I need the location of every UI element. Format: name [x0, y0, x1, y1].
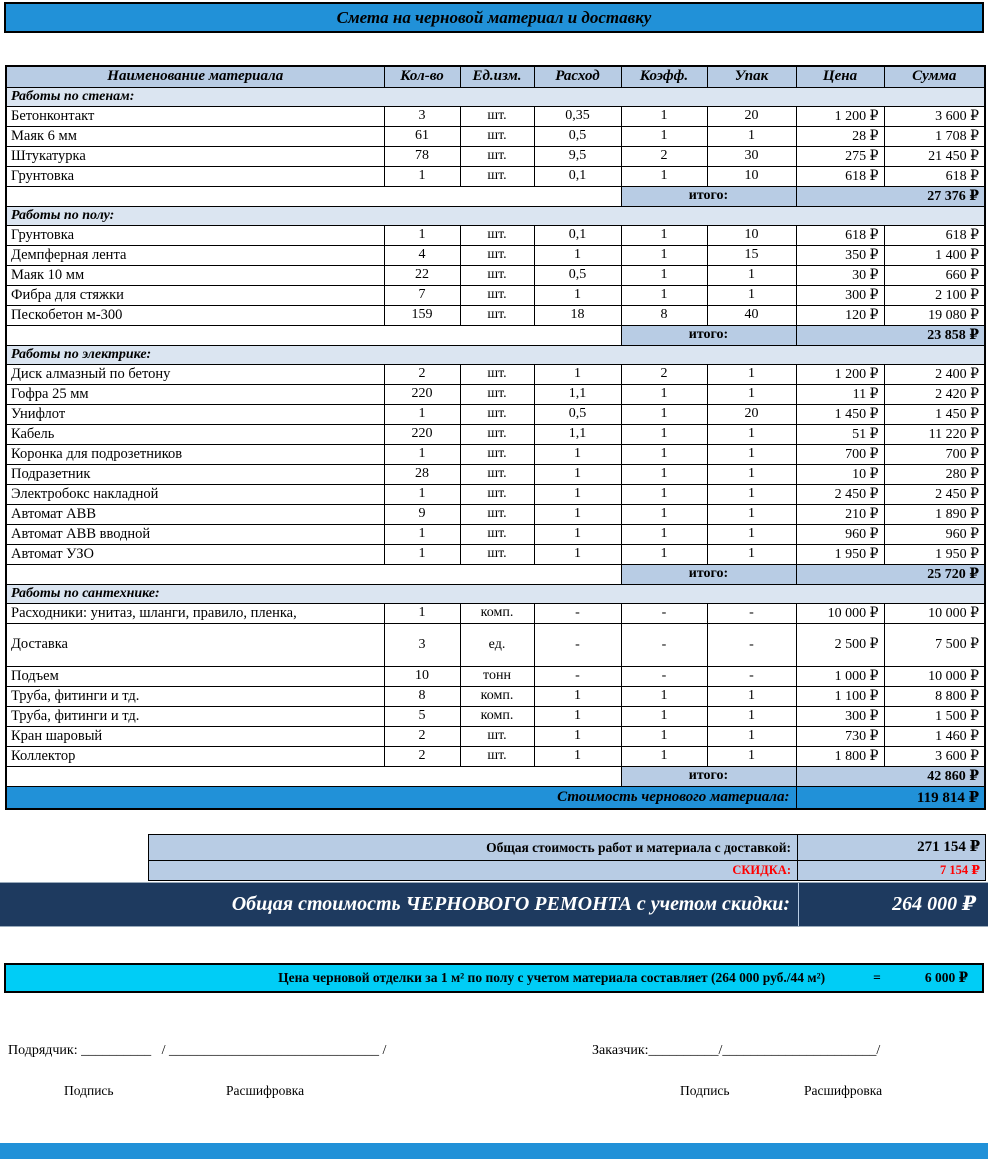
item-value-cell: 1 [384, 484, 460, 504]
table-row [6, 305, 985, 325]
item-value-cell: 51 ₽ [796, 424, 884, 444]
section-header-row [6, 206, 985, 225]
item-value-cell: 1 [621, 686, 707, 706]
item-value-cell: 1 [707, 686, 796, 706]
item-value-cell: 1 [621, 225, 707, 245]
item-name-cell: Демпферная лента [6, 245, 384, 265]
item-name-cell: Гофра 25 мм [6, 384, 384, 404]
item-value-cell: 1 [707, 484, 796, 504]
item-value-cell: 1 [534, 524, 621, 544]
item-value-cell: 1 [384, 166, 460, 186]
subtotal-label: итого: [621, 325, 796, 345]
item-value-cell: шт. [460, 504, 534, 524]
section-title-1: Работы по полу: [6, 206, 985, 225]
item-value-cell: 1 [534, 726, 621, 746]
item-value-cell: 22 [384, 265, 460, 285]
column-header-sum: Сумма [884, 66, 985, 87]
contractor-decode-caption: Расшифровка [226, 1083, 305, 1098]
item-value-cell: 1 [621, 544, 707, 564]
table-row [6, 166, 985, 186]
item-value-cell: шт. [460, 106, 534, 126]
document-title-bar [4, 2, 984, 33]
table-row [6, 706, 985, 726]
item-name-cell: Труба, фитинги и тд. [6, 686, 384, 706]
item-name-cell: Бетонконтакт [6, 106, 384, 126]
item-name-cell: Маяк 10 мм [6, 265, 384, 285]
item-value-cell: 618 ₽ [884, 225, 985, 245]
subtotal-row [6, 325, 985, 345]
column-header-consumption: Расход [534, 66, 621, 87]
item-value-cell: 8 [621, 305, 707, 325]
equals-sign: = [873, 970, 881, 985]
client-decode-caption: Расшифровка [804, 1083, 883, 1098]
item-value-cell: 1 [707, 424, 796, 444]
item-value-cell: шт. [460, 384, 534, 404]
item-value-cell: - [707, 603, 796, 623]
item-value-cell: 1 [707, 444, 796, 464]
item-value-cell: 1 [707, 464, 796, 484]
item-value-cell: 9,5 [534, 146, 621, 166]
item-value-cell: 1 400 ₽ [884, 245, 985, 265]
item-value-cell: 120 ₽ [796, 305, 884, 325]
item-value-cell: - [534, 623, 621, 666]
item-value-cell: 61 [384, 126, 460, 146]
subtotal-spacer [6, 325, 621, 345]
table-row [6, 265, 985, 285]
item-value-cell: - [621, 666, 707, 686]
item-value-cell: 960 ₽ [796, 524, 884, 544]
item-value-cell: 300 ₽ [796, 285, 884, 305]
item-value-cell: шт. [460, 364, 534, 384]
item-value-cell: 618 ₽ [884, 166, 985, 186]
client-signature-line: Заказчик:__________/______________________/ [592, 1043, 881, 1058]
bottom-blue-bar [0, 1143, 988, 1159]
item-value-cell: 1 [384, 544, 460, 564]
item-value-cell: шт. [460, 245, 534, 265]
subtotal-spacer [6, 766, 621, 786]
material-total-label: Стоимость чернового материала: [6, 786, 796, 809]
item-value-cell: - [707, 666, 796, 686]
table-row [6, 384, 985, 404]
column-header-name: Наименование материала [6, 66, 384, 87]
item-name-cell: Подъем [6, 666, 384, 686]
item-value-cell: 1 [384, 404, 460, 424]
item-value-cell: шт. [460, 166, 534, 186]
item-value-cell: 220 [384, 384, 460, 404]
subtotal-value: 42 860 ₽ [796, 766, 985, 786]
table-row [6, 544, 985, 564]
item-value-cell: 0,5 [534, 404, 621, 424]
section-header-row [6, 87, 985, 106]
item-value-cell: 1 [621, 726, 707, 746]
item-name-cell: Кран шаровый [6, 726, 384, 746]
item-value-cell: 3 600 ₽ [884, 746, 985, 766]
item-value-cell: 20 [707, 106, 796, 126]
table-row [6, 285, 985, 305]
column-header-coefficient: Коэфф. [621, 66, 707, 87]
item-value-cell: 220 [384, 424, 460, 444]
subtotal-spacer [6, 186, 621, 206]
item-value-cell: шт. [460, 126, 534, 146]
subtotal-value: 23 858 ₽ [796, 325, 985, 345]
item-value-cell: 1 [534, 364, 621, 384]
item-value-cell: 660 ₽ [884, 265, 985, 285]
item-value-cell: 30 ₽ [796, 265, 884, 285]
table-row [6, 603, 985, 623]
table-row [6, 464, 985, 484]
table-row [6, 504, 985, 524]
table-row [6, 364, 985, 384]
item-value-cell: шт. [460, 404, 534, 424]
table-row [6, 746, 985, 766]
item-name-cell: Доставка [6, 623, 384, 666]
section-header-row [6, 345, 985, 364]
item-value-cell: 10 000 ₽ [884, 603, 985, 623]
item-value-cell: 1 [621, 444, 707, 464]
item-name-cell: Автомат АВВ [6, 504, 384, 524]
price-per-m2-bar [4, 963, 984, 993]
item-value-cell: 0,1 [534, 225, 621, 245]
table-row [6, 245, 985, 265]
item-value-cell: шт. [460, 424, 534, 444]
grand-total-value: 264 000 ₽ [798, 883, 988, 926]
summary-total-value: 271 154 ₽ [797, 835, 985, 860]
item-value-cell: 1 [707, 364, 796, 384]
item-value-cell: 210 ₽ [796, 504, 884, 524]
table-row [6, 404, 985, 424]
item-value-cell: 1 [621, 265, 707, 285]
table-row [6, 524, 985, 544]
item-value-cell: 1 950 ₽ [796, 544, 884, 564]
item-value-cell: 1,1 [534, 384, 621, 404]
item-value-cell: 10 ₽ [796, 464, 884, 484]
item-value-cell: 2 500 ₽ [796, 623, 884, 666]
contractor-signature-line: Подрядчик: __________ / ______________________________ / [8, 1043, 387, 1058]
item-value-cell: 1 450 ₽ [796, 404, 884, 424]
item-value-cell: 2 [621, 364, 707, 384]
item-value-cell: 11 220 ₽ [884, 424, 985, 444]
item-name-cell: Коронка для подрозетников [6, 444, 384, 464]
item-value-cell: 40 [707, 305, 796, 325]
item-value-cell: 1 [621, 245, 707, 265]
item-value-cell: 2 [384, 726, 460, 746]
item-name-cell: Электробокс накладной [6, 484, 384, 504]
item-value-cell: 3 [384, 623, 460, 666]
item-value-cell: шт. [460, 726, 534, 746]
item-value-cell: 10 000 ₽ [884, 666, 985, 686]
item-value-cell: 3 600 ₽ [884, 106, 985, 126]
item-value-cell: 1,1 [534, 424, 621, 444]
item-value-cell: 618 ₽ [796, 225, 884, 245]
item-value-cell: 1 890 ₽ [884, 504, 985, 524]
item-value-cell: комп. [460, 603, 534, 623]
item-value-cell: - [534, 666, 621, 686]
item-value-cell: 2 [621, 146, 707, 166]
item-value-cell: 20 [707, 404, 796, 424]
item-value-cell: 2 450 ₽ [796, 484, 884, 504]
item-value-cell: 1 [621, 126, 707, 146]
item-value-cell: 1 [621, 166, 707, 186]
item-value-cell: 960 ₽ [884, 524, 985, 544]
item-value-cell: 1 [621, 424, 707, 444]
item-name-cell: Автомат АВВ вводной [6, 524, 384, 544]
item-value-cell: 11 ₽ [796, 384, 884, 404]
item-value-cell: 1 [707, 706, 796, 726]
item-value-cell: 1 000 ₽ [796, 666, 884, 686]
item-value-cell: 1 950 ₽ [884, 544, 985, 564]
item-value-cell: 0,5 [534, 126, 621, 146]
item-value-cell: 1 [621, 706, 707, 726]
item-value-cell: 1 [621, 504, 707, 524]
item-value-cell: 1 708 ₽ [884, 126, 985, 146]
item-value-cell: 1 [534, 245, 621, 265]
item-value-cell: 700 ₽ [796, 444, 884, 464]
column-header-quantity: Кол-во [384, 66, 460, 87]
discount-value: 7 154 ₽ [797, 861, 985, 880]
item-value-cell: 7 [384, 285, 460, 305]
item-value-cell: шт. [460, 524, 534, 544]
subtotal-label: итого: [621, 564, 796, 584]
item-value-cell: 280 ₽ [884, 464, 985, 484]
table-header-row [6, 66, 985, 87]
page-title: Смета на черновой материал и доставку [336, 7, 652, 27]
item-value-cell: 1 200 ₽ [796, 364, 884, 384]
item-name-cell: Пескобетон м-300 [6, 305, 384, 325]
section-header-row [6, 584, 985, 603]
item-value-cell: 1 [707, 285, 796, 305]
item-value-cell: 1 [621, 384, 707, 404]
item-value-cell: 1 [707, 504, 796, 524]
item-value-cell: 1 [707, 726, 796, 746]
section-title-3: Работы по сантехнике: [6, 584, 985, 603]
column-header-unit: Ед.изм. [460, 66, 534, 87]
item-value-cell: 9 [384, 504, 460, 524]
item-value-cell: 0,5 [534, 265, 621, 285]
item-value-cell: 8 800 ₽ [884, 686, 985, 706]
summary-total-label: Общая стоимость работ и материала с доставкой: [486, 840, 791, 855]
table-row [6, 666, 985, 686]
table-row [6, 623, 985, 666]
item-value-cell: шт. [460, 146, 534, 166]
item-value-cell: 2 [384, 746, 460, 766]
item-value-cell: 618 ₽ [796, 166, 884, 186]
table-row [6, 146, 985, 166]
discount-label: СКИДКА: [732, 863, 791, 877]
subtotal-row [6, 766, 985, 786]
item-value-cell: 1 [707, 384, 796, 404]
contractor-sign-caption: Подпись [64, 1083, 114, 1098]
item-value-cell: 1 [384, 603, 460, 623]
item-name-cell: Автомат УЗО [6, 544, 384, 564]
item-value-cell: шт. [460, 285, 534, 305]
item-value-cell: шт. [460, 305, 534, 325]
item-value-cell: 2 400 ₽ [884, 364, 985, 384]
item-value-cell: 19 080 ₽ [884, 305, 985, 325]
item-name-cell: Расходники: унитаз, шланги, правило, пленка, [6, 603, 384, 623]
item-value-cell: 2 100 ₽ [884, 285, 985, 305]
item-name-cell: Штукатурка [6, 146, 384, 166]
item-value-cell: 1 [534, 464, 621, 484]
discount-row [148, 861, 986, 881]
item-value-cell: 1 [707, 524, 796, 544]
item-value-cell: 28 ₽ [796, 126, 884, 146]
item-value-cell: 18 [534, 305, 621, 325]
subtotal-value: 25 720 ₽ [796, 564, 985, 584]
item-value-cell: 1 [534, 544, 621, 564]
table-row [6, 726, 985, 746]
item-value-cell: - [534, 603, 621, 623]
item-value-cell: 15 [707, 245, 796, 265]
price-per-m2-value: 6 000 ₽ [924, 970, 968, 985]
item-value-cell: - [707, 623, 796, 666]
grand-total-label: Общая стоимость ЧЕРНОВОГО РЕМОНТА с учетом скидки: [231, 893, 790, 915]
section-title-2: Работы по электрике: [6, 345, 985, 364]
item-value-cell: 1 [707, 746, 796, 766]
subtotal-label: итого: [621, 186, 796, 206]
item-value-cell: 2 [384, 364, 460, 384]
item-value-cell: 10 [707, 166, 796, 186]
item-value-cell: 21 450 ₽ [884, 146, 985, 166]
item-value-cell: 1 [534, 484, 621, 504]
item-value-cell: 1 [707, 544, 796, 564]
item-value-cell: 78 [384, 146, 460, 166]
item-value-cell: 1 [534, 504, 621, 524]
subtotal-row [6, 186, 985, 206]
summary-total-row [148, 834, 986, 861]
item-value-cell: шт. [460, 544, 534, 564]
item-value-cell: 1 [621, 524, 707, 544]
summary-block [148, 834, 986, 881]
grand-total-row [0, 882, 988, 927]
table-row [6, 686, 985, 706]
item-name-cell: Подразетник [6, 464, 384, 484]
item-value-cell: комп. [460, 706, 534, 726]
item-value-cell: 10 [707, 225, 796, 245]
item-value-cell: 2 420 ₽ [884, 384, 985, 404]
price-per-m2-label: Цена черновой отделки за 1 м² по полу с учетом материала составляет (264 000 руб./44 м²) [278, 970, 826, 985]
subtotal-spacer [6, 564, 621, 584]
item-value-cell: 1 460 ₽ [884, 726, 985, 746]
item-value-cell: 1 [621, 746, 707, 766]
item-value-cell: 1 [384, 524, 460, 544]
item-value-cell: 1 100 ₽ [796, 686, 884, 706]
item-value-cell: шт. [460, 484, 534, 504]
table-row [6, 106, 985, 126]
item-value-cell: - [621, 623, 707, 666]
item-value-cell: 1 [621, 106, 707, 126]
item-value-cell: - [621, 603, 707, 623]
column-header-package: Упак [707, 66, 796, 87]
table-row [6, 484, 985, 504]
table-row [6, 444, 985, 464]
item-value-cell: 1 [534, 686, 621, 706]
client-sign-caption: Подпись [680, 1083, 730, 1098]
item-value-cell: 4 [384, 245, 460, 265]
item-value-cell: 1 [707, 265, 796, 285]
item-value-cell: 2 450 ₽ [884, 484, 985, 504]
item-value-cell: 730 ₽ [796, 726, 884, 746]
item-name-cell: Диск алмазный по бетону [6, 364, 384, 384]
item-value-cell: 1 450 ₽ [884, 404, 985, 424]
item-value-cell: 1 [621, 285, 707, 305]
item-value-cell: 1 [621, 404, 707, 424]
item-value-cell: 1 [534, 746, 621, 766]
item-value-cell: 1 [534, 444, 621, 464]
item-value-cell: 0,35 [534, 106, 621, 126]
item-value-cell: 28 [384, 464, 460, 484]
item-value-cell: 300 ₽ [796, 706, 884, 726]
item-name-cell: Грунтовка [6, 225, 384, 245]
material-total-row [6, 786, 985, 809]
column-header-price: Цена [796, 66, 884, 87]
item-value-cell: шт. [460, 464, 534, 484]
item-value-cell: 350 ₽ [796, 245, 884, 265]
item-value-cell: шт. [460, 746, 534, 766]
item-value-cell: тонн [460, 666, 534, 686]
table-row [6, 126, 985, 146]
material-total-value: 119 814 ₽ [796, 786, 985, 809]
item-value-cell: 0,1 [534, 166, 621, 186]
item-value-cell: 8 [384, 686, 460, 706]
item-value-cell: 10 [384, 666, 460, 686]
table-row [6, 225, 985, 245]
item-value-cell: 1 200 ₽ [796, 106, 884, 126]
section-title-0: Работы по стенам: [6, 87, 985, 106]
subtotal-value: 27 376 ₽ [796, 186, 985, 206]
item-value-cell: шт. [460, 225, 534, 245]
item-value-cell: 1 [621, 484, 707, 504]
item-name-cell: Труба, фитинги и тд. [6, 706, 384, 726]
item-value-cell: 1 800 ₽ [796, 746, 884, 766]
subtotal-label: итого: [621, 766, 796, 786]
item-value-cell: 1 [707, 126, 796, 146]
item-name-cell: Коллектор [6, 746, 384, 766]
table-row [6, 424, 985, 444]
item-name-cell: Грунтовка [6, 166, 384, 186]
item-name-cell: Фибра для стяжки [6, 285, 384, 305]
item-value-cell: 700 ₽ [884, 444, 985, 464]
item-value-cell: 1 [384, 225, 460, 245]
item-value-cell: ед. [460, 623, 534, 666]
item-value-cell: 7 500 ₽ [884, 623, 985, 666]
item-value-cell: 1 [534, 706, 621, 726]
item-value-cell: 30 [707, 146, 796, 166]
estimate-table-body [6, 87, 985, 809]
signatures-block [0, 1043, 988, 1121]
item-value-cell: 5 [384, 706, 460, 726]
item-value-cell: шт. [460, 444, 534, 464]
subtotal-row [6, 564, 985, 584]
item-value-cell: 3 [384, 106, 460, 126]
item-name-cell: Кабель [6, 424, 384, 444]
item-value-cell: 1 [534, 285, 621, 305]
item-value-cell: 1 [621, 464, 707, 484]
item-name-cell: Маяк 6 мм [6, 126, 384, 146]
estimate-table [5, 65, 986, 810]
item-name-cell: Унифлот [6, 404, 384, 424]
item-value-cell: 275 ₽ [796, 146, 884, 166]
item-value-cell: 1 500 ₽ [884, 706, 985, 726]
item-value-cell: 159 [384, 305, 460, 325]
item-value-cell: 1 [384, 444, 460, 464]
item-value-cell: комп. [460, 686, 534, 706]
item-value-cell: 10 000 ₽ [796, 603, 884, 623]
item-value-cell: шт. [460, 265, 534, 285]
